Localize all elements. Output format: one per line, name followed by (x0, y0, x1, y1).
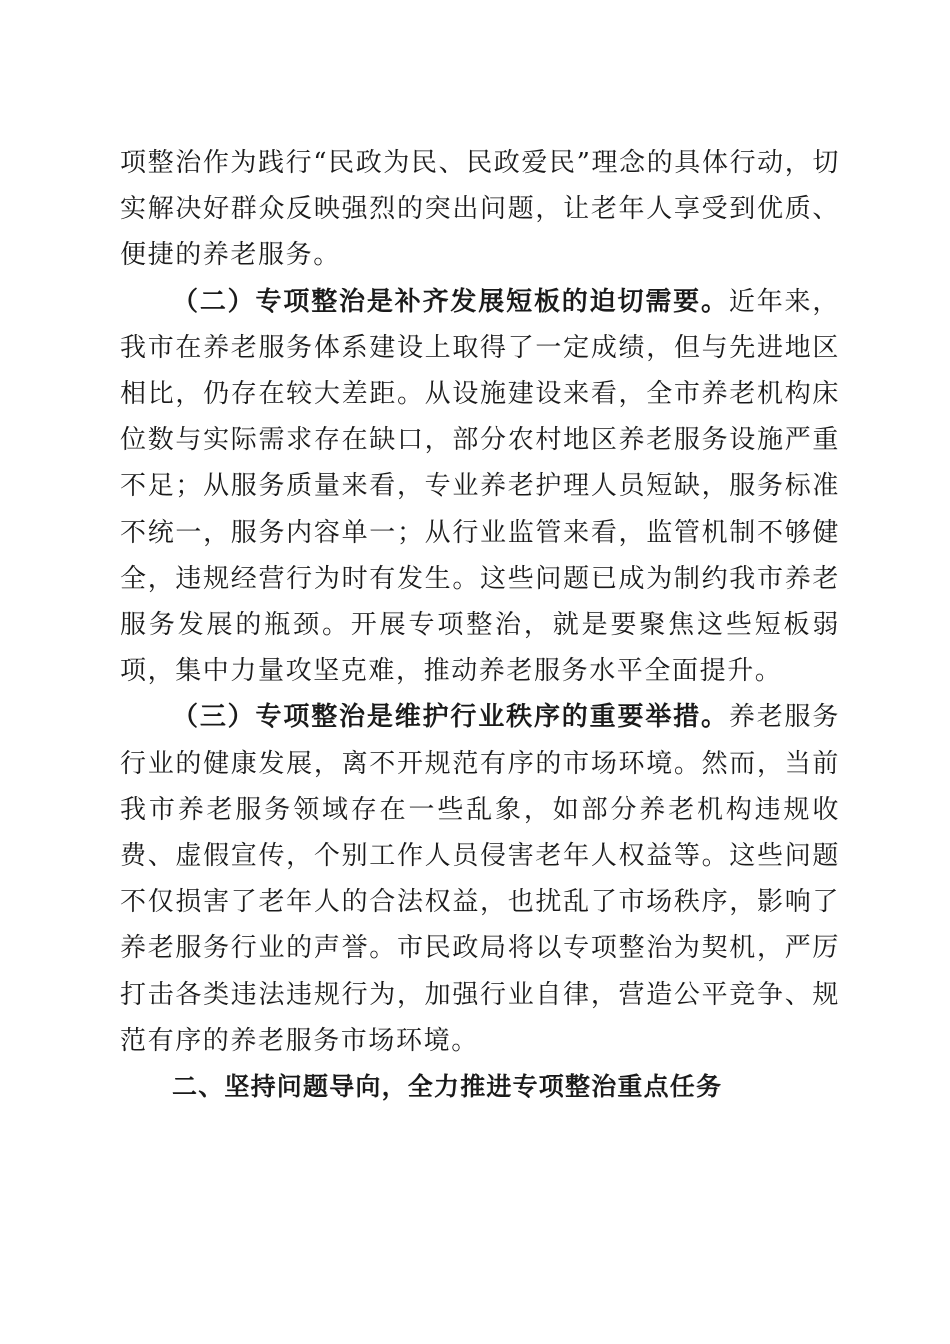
document-page (120, 140, 840, 1110)
paragraph-text: 养老服务行业的健康发展，离不开规范有序的市场环境。然而，当前我市养老服务领域存在一些乱象，如部分养老机构违规收费、虚假宣传，个别工作人员侵害老年人权益等。这些问题不仅损害了老年人的合法权益，也扰乱了市场秩序，影响了养老服务行业的声誉。市民政局将以专项整治为契机，严厉打击各类违法违规行为，加强行业自律，营造公平竞争、规范有序的养老服务市场环境。 (120, 702, 840, 1056)
paragraph-section-three (120, 694, 840, 1064)
paragraph-section-two (120, 279, 840, 695)
paragraph-lead-sentence: （二）专项整治是补齐发展短板的迫切需要。 (172, 286, 729, 317)
paragraph-lead-sentence: （三）专项整治是维护行业秩序的重要举措。 (172, 702, 729, 733)
paragraph-text: 项整治作为践行“民政为民、民政爱民”理念的具体行动，切实解决好群众反映强烈的突出问题，让老年人享受到优质、便捷的养老服务。 (120, 148, 840, 271)
paragraph-continuation (120, 140, 840, 279)
paragraph-text: 近年来，我市在养老服务体系建设上取得了一定成绩，但与先进地区相比，仍存在较大差距。从设施建设来看，全市养老机构床位数与实际需求存在缺口，部分农村地区养老服务设施严重不足；从服务质量来看，专业养老护理人员短缺，服务标准不统一，服务内容单一；从行业监管来看，监管机制不够健全，违规经营行为时有发生。这些问题已成为制约我市养老服务发展的瓶颈。开展专项整治，就是要聚焦这些短板弱项，集中力量攻坚克难，推动养老服务水平全面提升。 (120, 286, 840, 687)
section-heading: 二、坚持问题导向，全力推进专项整治重点任务 (172, 1072, 723, 1102)
